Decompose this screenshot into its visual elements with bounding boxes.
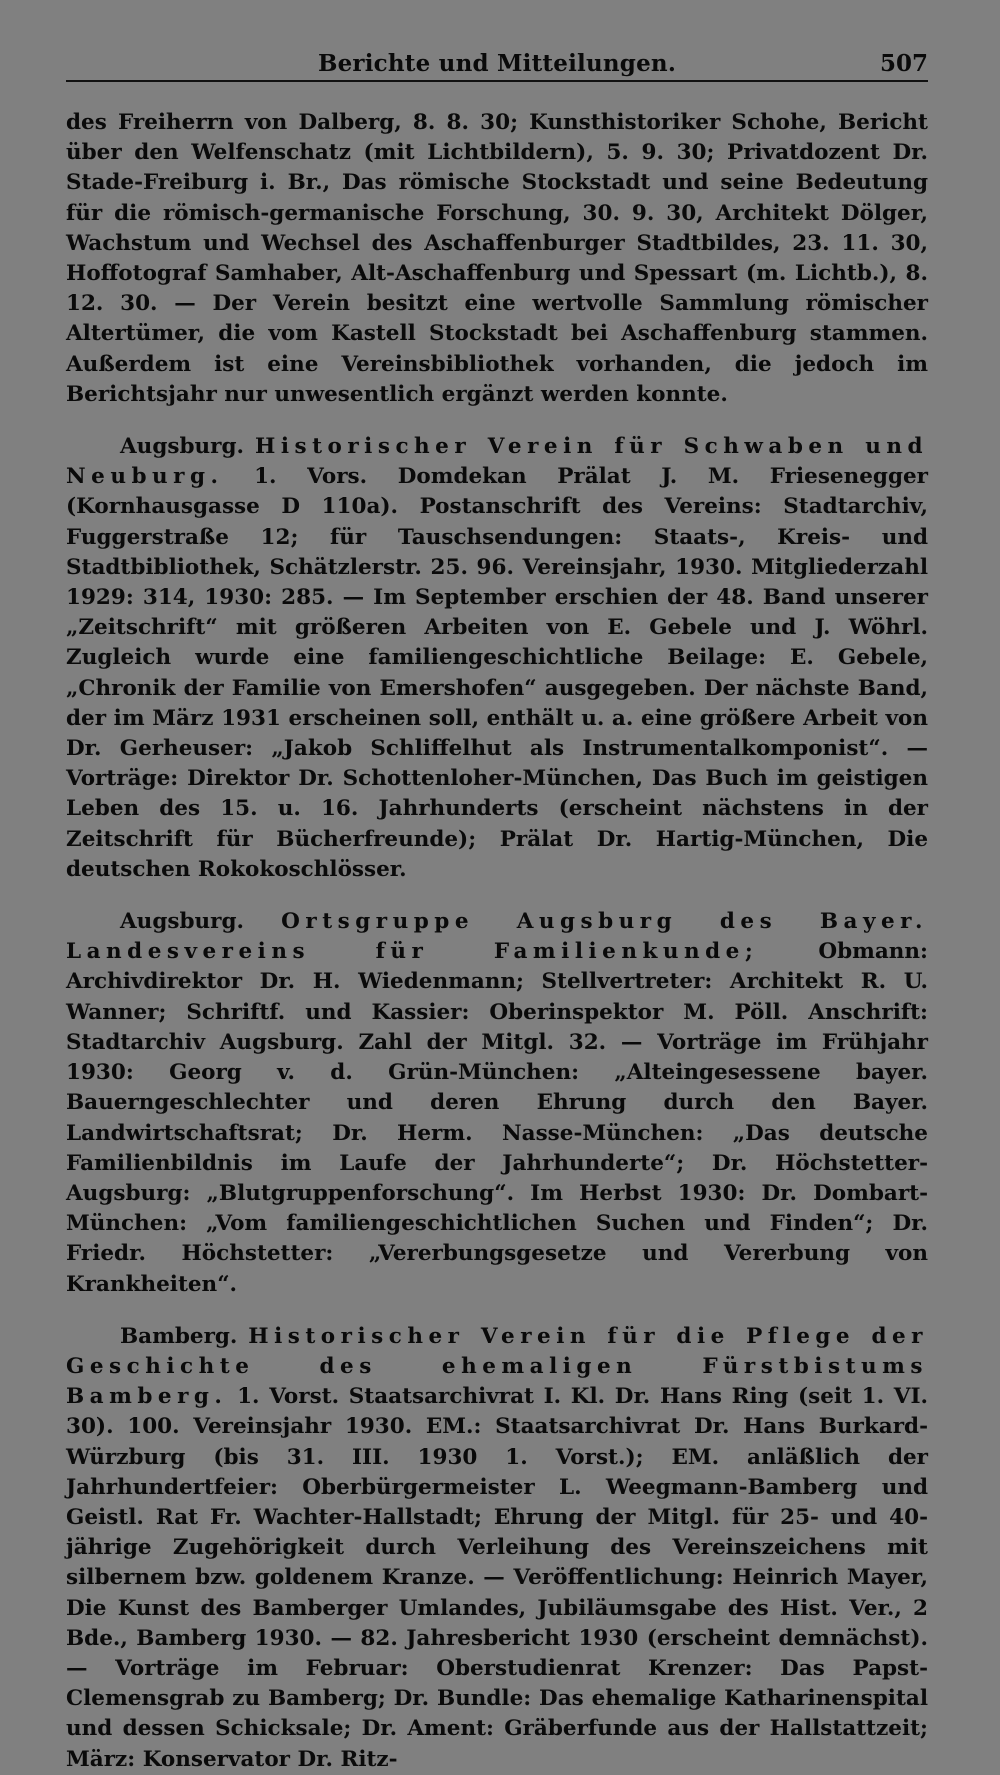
- running-header: [66, 40, 928, 82]
- society-name-spaced: Historischer Verein für die Pflege der Geschichte des ehemaligen Fürstbistums Bamberg.: [66, 1323, 928, 1410]
- page-body: [66, 108, 928, 1775]
- society-name-spaced: Ortsgruppe Augsburg des Bayer. Landesvereins für Familienkunde;: [66, 909, 928, 965]
- paragraph-augsburg-historical-society: [66, 432, 928, 885]
- paragraph-text: des Freiherrn von Dalberg, 8. 8. 30; Kunsthistoriker Schohe, Bericht über den Welfenschatz (mit Lichtbildern), 5. 9. 30; Privatdozent Dr. Stade-Freiburg i. Br., Das römische Stockstadt und seine Bedeutung für die römisch-germanische Forschung, 30. 9. 30, Architekt Dölger, Wachstum und Wechsel des Aschaffenburger Stadtbildes, 23. 11. 30, Hoffotograf Samhaber, Alt-Aschaffenburg und Spessart (m. Lichtb.), 8. 12. 30. — Der Verein besitzt eine wertvolle Sammlung römischer Altertümer, die vom Kastell Stockstadt bei Aschaffenburg stammen. Außerdem ist eine Vereinsbibliothek vorhanden, die jedoch im Berichtsjahr nur unwesentlich ergänzt werden konnte.: [66, 110, 928, 407]
- society-name-spaced: Historischer Verein für Schwaben und Neuburg.: [66, 434, 928, 490]
- paragraph-text: 1. Vors. Domdekan Prälat J. M. Friesenegger (Kornhausgasse D 110a). Postanschrift des Vereins: Stadtarchiv, Fuggerstraße 12; für Tauschsendungen: Staats-, Kreis- und Stadtbibliothek, Schätzlerstr. 25. 96. Vereinsjahr, 1930. Mitgliederzahl 1929: 314, 1930: 285. — Im September erschien der 48. Band unserer „Zeitschrift“ mit größeren Arbeiten von E. Gebele und J. Wöhrl. Zugleich wurde eine familiengeschichtliche Beilage: E. Gebele, „Chronik der Familie von Emershofen“ ausgegeben. Der nächste Band, der im März 1931 erscheinen soll, enthält u. a. eine größere Arbeit von Dr. Gerheuser: „Jakob Schliffelhut als Instrumentalkomponist“. — Vorträge: Direktor Dr. Schottenloher-München, Das Buch im geistigen Leben des 15. u. 16. Jahrhunderts (erscheint nächstens in der Zeitschrift für Bücherfreunde); Prälat Dr. Hartig-München, Die deutschen Rokokoschlösser.: [66, 464, 928, 882]
- running-title: Berichte und Mitteilungen.: [317, 50, 677, 77]
- paragraph-bamberg-historical-society: [66, 1322, 928, 1775]
- paragraph-augsburg-family-research: [66, 907, 928, 1300]
- book-page: [66, 40, 928, 1772]
- page-number: 507: [879, 50, 928, 77]
- paragraph-continuation: [66, 108, 928, 410]
- paragraph-lead-city: Augsburg.: [120, 909, 244, 935]
- paragraph-text: Obmann: Archivdirektor Dr. H. Wiedenmann; Stellvertreter: Architekt R. U. Wanner; Schriftf. und Kassier: Oberinspektor M. Pöll. Anschrift: Stadtarchiv Augsburg. Zahl der Mitgl. 32. — Vorträge im Frühjahr 1930: Georg v. d. Grün-München: „Alteingesessene bayer. Bauerngeschlechter und deren Ehrung durch den Bayer. Landwirtschaftsrat; Dr. Herm. Nasse-München: „Das deutsche Familienbildnis im Laufe der Jahrhunderte“; Dr. Höchstetter-Augsburg: „Blutgruppenforschung“. Im Herbst 1930: Dr. Dombart-München: „Vom familiengeschichtlichen Suchen und Finden“; Dr. Friedr. Höchstetter: „Vererbungsgesetze und Vererbung von Krankheiten“.: [66, 939, 928, 1297]
- paragraph-text: 1. Vorst. Staatsarchivrat I. Kl. Dr. Hans Ring (seit 1. VI. 30). 100. Vereinsjahr 1930. EM.: Staatsarchivrat Dr. Hans Burkard-Würzburg (bis 31. III. 1930 1. Vorst.); EM. anläßlich der Jahrhundertfeier: Oberbürgermeister L. Weegmann-Bamberg und Geistl. Rat Fr. Wachter-Hallstadt; Ehrung der Mitgl. für 25- und 40-jährige Zugehörigkeit durch Verleihung des Vereinszeichens mit silbernem bzw. goldenem Kranze. — Veröffentlichung: Heinrich Mayer, Die Kunst des Bamberger Umlandes, Jubiläumsgabe des Hist. Ver., 2 Bde., Bamberg 1930. — 82. Jahresbericht 1930 (erscheint demnächst). — Vorträge im Februar: Oberstudienrat Krenzer: Das Papst-Clemensgrab zu Bamberg; Dr. Bundle: Das ehemalige Katharinenspital und dessen Schicksale; Dr. Ament: Gräberfunde aus der Hallstattzeit; März: Konservator Dr. Ritz-: [66, 1384, 928, 1772]
- paragraph-lead-city: Bamberg.: [120, 1323, 238, 1349]
- paragraph-lead-city: Augsburg.: [120, 434, 244, 460]
